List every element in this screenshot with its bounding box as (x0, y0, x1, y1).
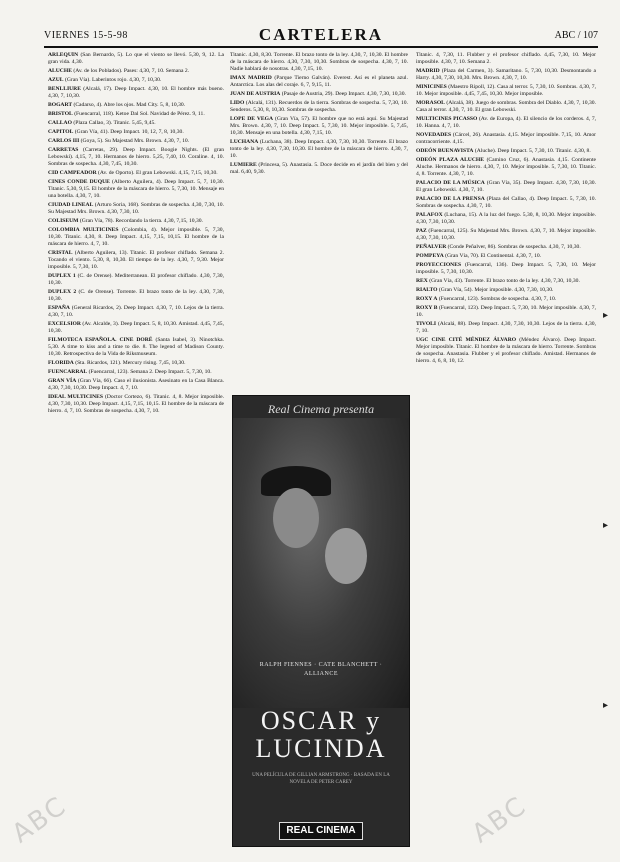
margin-mark: ▸ (602, 520, 608, 531)
cinema-name: CINES CONDE DUQUE (48, 179, 110, 185)
cinema-name: MULTICINES PICASSO (416, 116, 478, 122)
cinema-listing (416, 321, 596, 335)
cinema-listing (416, 157, 596, 178)
margin-mark: ▸ (602, 310, 608, 321)
cinema-showtimes: (Fuencarral, 118). Ketoe Dal Sol. Navidad de Pérez. 9, 11. (74, 111, 205, 117)
cinema-showtimes: (San Bernardo, 5). Lo que el viento se llevó. 5,30, 9, 12. La gran vida. 4,30. (48, 52, 224, 65)
cinema-name: DUPLEX 1 (48, 273, 76, 279)
cinema-listing (230, 75, 408, 89)
cinema-listing (48, 289, 224, 303)
cinema-showtimes: (Conde Peñalver, 86). Sombras de sospecha. 4,30, 7, 10,30. (447, 244, 581, 250)
cinema-listing (48, 369, 224, 376)
cinema-listing (416, 262, 596, 276)
cinema-showtimes: (Méndez Álvaro). Deep Impact. Mejor imposible. Titanic. El hombre de la máscara de hierro. Torrente. Sombras de sospecha. Anastasia. Flubber y el profesor chiflado. Amistad. Hermanos de hierro. 4, 6, 8, 10, 12. (416, 337, 596, 364)
cinema-listing (48, 111, 224, 118)
cinema-showtimes: (Alcalá, 38). Juego de sombras. Sombra del Diablo. 4,30, 7, 10,30. Casa al terror. 4,30, 7, 10. El gran Lebowski. (416, 100, 596, 113)
cinema-name: MORASOL (416, 100, 445, 106)
cinema-showtimes: (Alberto Aguilera, 13). Titanic. El profesor chiflado. Semana 2. Tocando el viento. 5,30, 8, 10,30. El tiempo de la ley. 4,30, 7, 9,30. Mejor imposible. 5, 7,30, 10. (48, 250, 224, 270)
cinema-listing (48, 305, 224, 319)
cinema-name: CAPITOL (48, 129, 74, 135)
cinema-name: IMAX MADRID (230, 75, 272, 81)
cinema-name: CIUDAD LINEAL (48, 202, 94, 208)
cinema-listing (48, 120, 224, 127)
cinema-showtimes: (Colombia, 4). Mejor imposible. 5, 7,30, 10,30. Titanic. 4,30, 8. Deep Impact. 4,15, 7,15, 10,15. El hombre de la máscara de hierro. 4, 7, 10. (48, 227, 224, 247)
cinema-showtimes: (Gran Vía, 70). El Continental. 4,30, 7, 10. (445, 253, 542, 259)
cinema-listing (416, 148, 596, 155)
cinema-name: POMPEYA (416, 253, 444, 259)
cinema-listing (416, 253, 596, 260)
cinema-name: DUPLEX 2 (48, 289, 77, 295)
cinema-showtimes: (Gran Vía, 66). Caso el ilusionista. Asesinato en la Casa Blanca. 4,30, 7,30, 10,30. Deep Impact. 4, 7, 10. (48, 378, 224, 391)
cinema-showtimes: (Luchana, 15). A la luz del fuego. 5,30, 8, 10,30. Mejor imposible. 4,30, 7,30, 10,30. (416, 212, 596, 225)
cinema-listing (416, 68, 596, 82)
cinema-showtimes: (Gran Vía, 78). Recordando la tierra. 4,30, 7,15, 10,30. (79, 218, 203, 224)
cinema-showtimes: (Plaza del Carmen, 3). Samaritano. 5, 7,30, 10,30. Desmontando a Harry. 4,30, 7,30, 10,30. Mrs. Brown. 4,30, 7, 10. (416, 68, 596, 81)
cinema-showtimes: (Sta. Ricardos, 121). Mercury rising. 7,45, 10,30. (75, 360, 186, 366)
cinema-name: ODEÓN PLAZA ALUCHE (416, 157, 484, 163)
cinema-listing (230, 162, 408, 176)
cinema-name: CID CAMPEADOR (48, 170, 97, 176)
cinema-listing (48, 360, 224, 367)
cinema-showtimes: (Pasaje de Austria, 29). Deep Impact. 4,30, 7,30, 10,30. (281, 91, 406, 97)
cinema-listing (416, 196, 596, 210)
cinema-listing (416, 52, 596, 66)
cinema-listing (48, 179, 224, 200)
cinema-name: LIDO (230, 100, 245, 106)
cinema-name: ESPAÑA (48, 305, 70, 311)
cinema-listing (48, 321, 224, 335)
issue-date: VIERNES 15-5-98 (44, 30, 128, 41)
cinema-listing (230, 52, 408, 73)
cinema-showtimes: (Doctor Cortezo, 6). Titanic. 4, 8. Mejor imposible. 4,30, 7,30, 10,30. Deep Impact. 4,15, 7,15, 10,15. El hombre de la máscara de hierro. 4, 7, 10. Sombras de sospecha. 4,30, 7, 10. (48, 394, 224, 414)
cinema-name: PROYECCIONES (416, 262, 462, 268)
cinema-showtimes: (Plaza Callao, 3). Titanic. 5,45, 9,45. (73, 120, 156, 126)
ad-credits: UNA PELÍCULA DE GILLIAN ARMSTRONG · BASADA EN LA NOVELA DE PETER CAREY (252, 773, 390, 785)
cinema-name: ALUCHE (48, 68, 72, 74)
cinema-showtimes: (Parque Tierno Galván). Everest. Así es el planeta azul. Antarctica. Los alas del coraje. 6, 7, 9,15, 11. (230, 75, 408, 88)
newspaper-page-number: ABC / 107 (554, 30, 598, 41)
cinema-listing (48, 77, 224, 84)
cinema-listing (48, 202, 224, 216)
cinema-listing (416, 116, 596, 130)
cinema-name: EXCELSIOR (48, 321, 81, 327)
ad-title-line-2: LUCINDA (255, 734, 387, 763)
cinema-listing (230, 116, 408, 137)
margin-mark: ▸ (602, 700, 608, 711)
cinema-listing (48, 147, 224, 168)
cinema-listing (416, 212, 596, 226)
cinema-showtimes: (Aluche). Deep Impact. 5, 7,30, 10. Titanic. 4,30, 8. (474, 148, 591, 154)
cinema-showtimes: (Plaza del Callao, 4). Deep Impact. 5, 7,30, 10. Sombras de sospecha. 4,30, 7, 10. (416, 196, 596, 209)
cinema-listing (416, 287, 596, 294)
cinema-showtimes: (Fuencarral, 123). Semana 2. Deep Impact. 5, 7,30, 10. (88, 369, 212, 375)
cinema-name: CARRETAS (48, 147, 79, 153)
cinema-name: COLOMBIA MULTICINES (48, 227, 119, 233)
ad-title-line-1: OSCAR y (260, 706, 382, 735)
cinema-showtimes: (Gran Vía, 41). Deep Impact. 10, 12, 7, 8, 10,30. (74, 129, 184, 135)
cinema-name: PALACIO DE LA MÚSICA (416, 180, 485, 186)
cinema-showtimes: (Fuencarral, 123). Deep Impact. 5, 7,30, 10. Mejor imposible. 4,30, 7, 10. (416, 305, 596, 318)
actor-face-1 (273, 488, 319, 548)
cinema-name: MADRID (416, 68, 440, 74)
cinema-listing (48, 52, 224, 66)
cinema-name: UGC CINE CITÉ MÉNDEZ ÁLVARO (416, 337, 517, 343)
cinema-showtimes: (Goya, 5). Su Majestad Mrs. Brown. 4,30, 7, 10. (80, 138, 190, 144)
cinema-showtimes: (Gran Vía, 57). El hombre que no está aquí. Su Majestad Mrs. Brown. 4,30, 7, 10. Deep Impact. 5, 7,30, 10. Mejor imposible. 5, 7,45, 10,30. Mensaje en una botella. 4,30, 7,15, 10. (230, 116, 408, 136)
cinema-listing (48, 218, 224, 225)
cinema-name: CRISTAL (48, 250, 73, 256)
cinema-listing (48, 86, 224, 100)
cinema-listing (230, 100, 408, 114)
listings-column-3 (416, 52, 596, 848)
cinema-showtimes: (Fuencarral, 123). Sombras de sospecha. 4,30, 7, 10. (438, 296, 557, 302)
listings-column-1 (48, 52, 224, 848)
cinema-listing (48, 129, 224, 136)
cinema-listing (416, 244, 596, 251)
page-header (44, 26, 598, 48)
cinema-listing (230, 139, 408, 160)
cinema-showtimes: (Gran Vía). Laberintos rojo. 4,30, 7, 10,30. (64, 77, 162, 83)
cinema-showtimes: Titanic. 4,30, 8,30. Torrente. El brazo tonto de la ley. 4,30, 7, 10,30. El hombre de la máscara de hierro. 4,30, 7,30, 10,30. Sombras de sospecha. 4,30, 7, 10. Nadie hablará de nosotras. 4,30, 7,15, 10. (230, 52, 408, 72)
cinema-listing (416, 278, 596, 285)
cinema-showtimes: (Alberto Aguilera, 4). Deep Impact. 5, 7, 10,30. Titanic. 5,30, 9,15. El hombre de la máscara de hierro. 5, 7,30, 10. Mensaje en una botella. 4,30, 7, 10. (48, 179, 224, 199)
cinema-showtimes: (Arturo Soria, 168). Sombras de sospecha. 4,30, 7,30, 10. Su Majestad Mrs. Brown. 4,30, 7,30, 10. (48, 202, 224, 215)
cinema-showtimes: (Fuencarral, 125). Su Majestad Mrs. Brown. 4,30, 7, 10. Mejor imposible. 4,30, 7,30, 10,30. (416, 228, 596, 241)
cinema-name: FILMOTECA ESPAÑOLA. CINE DORÉ (48, 337, 153, 343)
cinema-showtimes: (Alcalá, 131). Recuerdos de la tierra. Sombras de sospecha. 5, 7,30, 10. Senderos. 5,30, 8, 10,30. Sombras de sospecha. (230, 100, 408, 113)
cinema-name: BOGART (48, 102, 73, 108)
cinema-name: FUENCARRAL (48, 369, 88, 375)
cinema-name: ROXY A (416, 296, 438, 302)
cinema-name: NOVEDADES (416, 132, 452, 138)
cinema-showtimes: (Av. Alcalde, 3). Deep Impact. 5, 8, 10,30. Amistad. 4,45, 7,45, 10,30. (48, 321, 224, 334)
cinema-name: PEÑALVER (416, 244, 447, 250)
cinema-listing (416, 180, 596, 194)
abc-watermark-right: ABC (466, 790, 533, 850)
cinema-listing (48, 227, 224, 248)
cinema-listing (416, 337, 596, 365)
listings-column-2 (230, 52, 408, 382)
cinema-showtimes: (Gran Vía, 35). Deep Impact. 4,30, 7,30, 10,30. El gran Lebowski. 4,30, 7, 10. (416, 180, 596, 193)
cinema-name: COLISEUM (48, 218, 79, 224)
cinema-listing (416, 228, 596, 242)
cinema-listing (416, 84, 596, 98)
cinema-name: PALACIO DE LA PRENSA (416, 196, 485, 202)
cinema-showtimes: (Cadarso, 4). Abre los ojos. Mad City. 5, 8, 10,30. (73, 102, 186, 108)
cinema-showtimes: (Santa Isabel, 3). Ninotchka. 5,30. A time to kiss and a time to die. 8. The legend of Madison County. 10,30. Retrospectiva de la Vida de Riksmuseum. (48, 337, 224, 357)
abc-watermark-left: ABC (6, 790, 73, 850)
cinema-showtimes: (Gran Vía, 43). Torrente. El brazo tonto de la ley. 4,30, 7,30, 10,30. (429, 278, 580, 284)
cinema-name: FLORIDA (48, 360, 74, 366)
cinema-listing (48, 378, 224, 392)
cinema-name: PAZ (416, 228, 427, 234)
cinema-name: LUCHANA (230, 139, 259, 145)
ad-tagline: Real Cinema presenta (267, 402, 375, 416)
cinema-listing (416, 296, 596, 303)
cinema-name: CARLOS III (48, 138, 80, 144)
cinema-name: AZUL (48, 77, 64, 83)
cinema-listing (416, 305, 596, 319)
cinema-listing (48, 250, 224, 271)
actor-face-2 (325, 528, 367, 584)
cinema-showtimes: (Cárcel, 26). Anastasia. 4,15. Mejor imposible. 7,15, 10. Amor contracorriente. 4,15. (416, 132, 596, 145)
cinema-showtimes: (Carretas, 29). Deep Impact. Boogie Nights. (El gran Lebowski). 4,15, 7, 10. Hermanos de hierro. 5,25, 7,40, 10. Coraline. 4, 10. Sombras de sospecha. 4,30, 7,45, 10,30. (48, 147, 224, 167)
cinema-name: BENLLIURE (48, 86, 81, 92)
cinema-listing (48, 68, 224, 75)
cinema-name: CALLAO (48, 120, 72, 126)
cinema-name: PALAFOX (416, 212, 443, 218)
cinema-showtimes: (Av. de Oporto). El gran Lebowski. 4,15, 7,15, 10,30. (98, 170, 218, 176)
cinema-showtimes: (Princesa, 5). Anastasia. 5. Doce decide en el jardín del bien y del mal. 6,40, 9,30. (230, 162, 408, 175)
cinema-name: ARLEQUÍN (48, 52, 79, 58)
cinema-showtimes: Titanic. 4, 7,30, 11. Flubber y el profesor chiflado. 4,45, 7,30, 10. Mejor imposible. 4,30, 7, 10. Semana 2. (416, 52, 596, 65)
cinema-showtimes: (Luchana, 38). Deep Impact. 4,30, 7,30, 10,30. Torrente. El brazo tonto de la ley. 4,30, 7,30, 10,30. El hombre de la máscara de hierro. 4,30, 7, 10. (230, 139, 408, 159)
cinema-listing (230, 91, 408, 98)
real-cinema-logo: REAL CINEMA (279, 822, 363, 840)
cinema-name: GRAN VÍA (48, 378, 77, 384)
cinema-showtimes: (Maestro Ripoll, 12). Casa al terror. 5, 7,30, 10. Sombras. 4,30, 7, 10. Mejor imposible. 4,45, 7,45, 10,30. Mejor imposible. (416, 84, 596, 97)
cinema-name: MINICINES (416, 84, 447, 90)
cinema-name: ROXY B (416, 305, 438, 311)
cinema-name: REX (416, 278, 428, 284)
cinema-showtimes: (Alcalá, 17). Deep Impact. 4,30, 10. El hombre más bueno. 4,30, 7, 10,30. (48, 86, 224, 99)
cinema-showtimes: (C. de Orense). Mediterranean. El profesor chiflado. 4,30, 7,30, 10,30. (48, 273, 224, 286)
cinema-name: JUAN DE AUSTRIA (230, 91, 281, 97)
cinema-listing (416, 100, 596, 114)
cinema-showtimes: (Camino Cruz, 6). Anastasia. 4,15. Continente Aluche. Hermanos de hierro. 4,30, 7, 10. Mejor imposible. 5, 7,30, 10. Titanic. 4, 8. Torrente. 4,30, 7, 10. (416, 157, 596, 177)
cinema-showtimes: (Gran Vía, 54). Mejor imposible. 4,30, 7,30, 10,30. (438, 287, 554, 293)
cinema-name: LOPE DE VEGA (230, 116, 274, 122)
cinema-showtimes: (C. de Orense). Torrente. El brazo tonto de la ley. 4,30, 7,30, 10,30. (48, 289, 224, 302)
cinema-listing (48, 273, 224, 287)
cinema-listing (48, 170, 224, 177)
cinema-name: IDEAL MULTICINES (48, 394, 103, 400)
cinema-name: LUMIERE (230, 162, 257, 168)
cinema-listing (416, 132, 596, 146)
cinema-listing (48, 394, 224, 415)
cinema-listing (48, 138, 224, 145)
cinema-showtimes: (Av. de Europa, 4). El silencio de los corderos. 4, 7, 10. Hanna. 4, 7, 10. (416, 116, 596, 129)
cinema-showtimes: (General Ricardos, 2). Deep Impact. 4,30, 7, 10. Lejos de la tierra. 4,30, 7, 10. (48, 305, 224, 318)
cinema-name: TIVOLI (416, 321, 437, 327)
ad-cast: RALPH FIENNES · CATE BLANCHETT · ALLIANCE (259, 662, 383, 677)
cinema-showtimes: (Alcalá, 88). Deep Impact. 4,30, 7,30, 10,30. Lejos de la tierra. 4,30, 7, 10. (416, 321, 596, 334)
cinema-showtimes: (Fuencarral, 136). Deep Impact. 5, 7,30, 10. Mejor imposible. 5, 7,30, 10,30. (416, 262, 596, 275)
cinema-name: ODEÓN BUENAVISTA (416, 148, 474, 154)
cinema-name: RIALTO (416, 287, 438, 293)
section-title: CARTELERA (258, 25, 384, 44)
movie-advertisement (232, 395, 410, 847)
cinema-listing (48, 102, 224, 109)
cinema-showtimes: (Av. de los Poblados). Pases: 4,30, 7, 10. Semana 2. (73, 68, 190, 74)
cinema-name: BRISTOL (48, 111, 73, 117)
cinema-listing (48, 337, 224, 358)
